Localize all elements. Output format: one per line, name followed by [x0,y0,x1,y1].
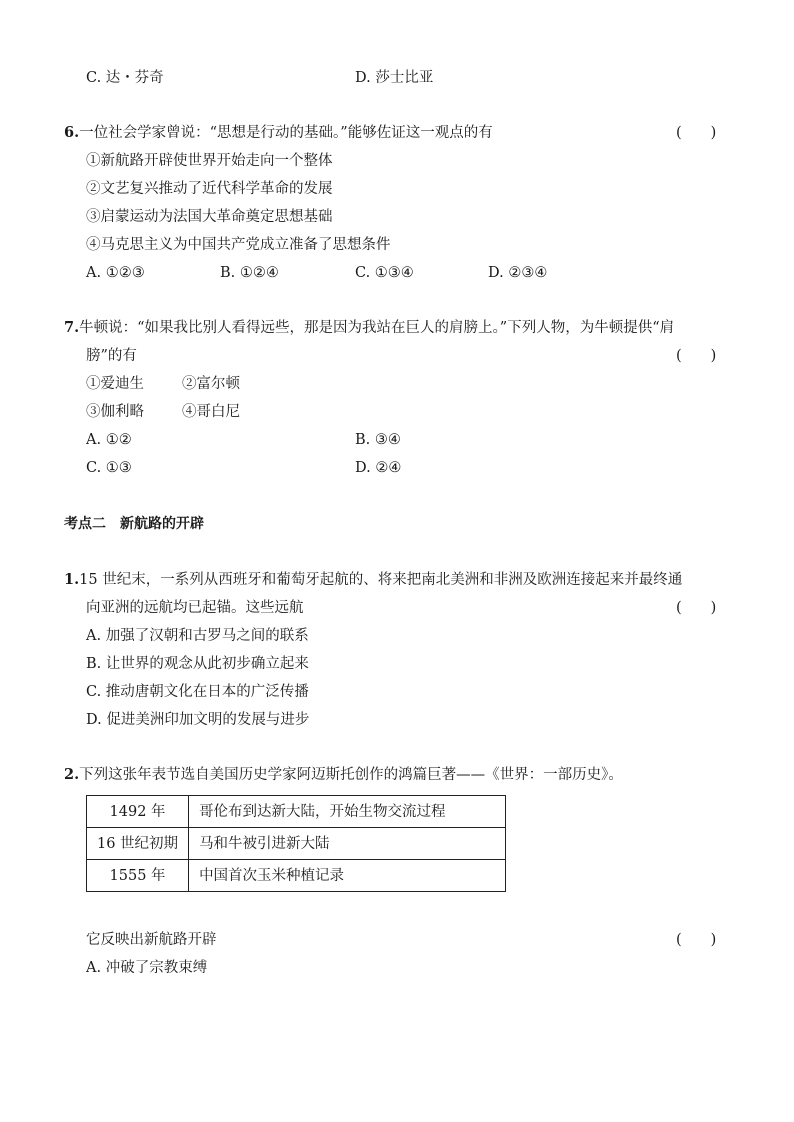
year-cell: 16 世纪初期 [87,828,189,860]
option-d: D. 促进美洲印加文明的发展与进步 [86,712,310,728]
question-number: 7. [64,319,80,336]
chronology-table [86,795,506,892]
question-text: 下列这张年表节选自美国历史学家阿迈斯托创作的鸿篇巨著——《世界：一部历史》。 [79,767,623,783]
statement-item: ④哥白尼 [182,404,240,420]
option-a: A. 加强了汉朝和古罗马之间的联系 [86,628,309,644]
answer-parentheses: ( ) [676,348,717,364]
statement-item: ④马克思主义为中国共产党成立准备了思想条件 [86,237,391,253]
question-2-stem [64,765,623,785]
option-d: D. ②④ [355,460,402,476]
section-heading: 考点二 新航路的开辟 [64,516,204,532]
option-a: A. ①②③ [86,265,145,281]
option-c: C. ①③④ [355,265,414,281]
question-number: 2. [64,766,80,783]
statement-item: ①爱迪生 [86,376,144,392]
table-row [87,860,506,892]
option-c: C. ①③ [86,460,132,476]
question-7-stem [64,318,674,338]
statement-item: ③启蒙运动为法国大革命奠定思想基础 [86,209,333,225]
question-text: 牛顿说：“如果我比别人看得远些，那是因为我站在巨人的肩膀上。”下列人物，为牛顿提供“肩 [79,320,675,336]
answer-parentheses: ( ) [676,932,717,948]
question-text: 15 世纪末，一系列从西班牙和葡萄牙起航的、将来把南北美洲和非洲及欧洲连接起来并最终通 [79,572,683,588]
year-cell: 1492 年 [87,796,189,828]
event-cell: 马和牛被引进新大陆 [189,828,506,860]
statement-item: ②富尔顿 [182,376,240,392]
question-number: 6. [64,124,80,141]
question-number: 1. [64,571,80,588]
table-row [87,796,506,828]
answer-parentheses: ( ) [676,600,717,616]
question-text: 一位社会学家曾说：“思想是行动的基础。”能够佐证这一观点的有 [79,125,493,141]
option-b: B. 让世界的观念从此初步确立起来 [86,656,309,672]
option-d: D. 莎士比亚 [355,70,434,86]
option-c: C. 达・芬奇 [86,70,164,86]
year-cell: 1555 年 [87,860,189,892]
statement-item: ②文艺复兴推动了近代科学革命的发展 [86,181,333,197]
question-6-stem [64,123,493,143]
answer-parentheses: ( ) [676,125,717,141]
question-text-continued: 向亚洲的远航均已起锚。这些远航 [86,600,304,616]
option-d: D. ②③④ [488,265,548,281]
event-cell: 哥伦布到达新大陆，开始生物交流过程 [189,796,506,828]
option-a: A. ①② [86,432,132,448]
statement-item: ①新航路开辟使世界开始走向一个整体 [86,153,333,169]
event-cell: 中国首次玉米种植记录 [189,860,506,892]
option-a: A. 冲破了宗教束缚 [86,960,208,976]
table-row [87,828,506,860]
statement-item: ③伽利略 [86,404,144,420]
question-text-continued: 膀”的有 [86,348,137,364]
option-b: B. ③④ [355,432,401,448]
question-follow-text: 它反映出新航路开辟 [86,932,217,948]
option-b: B. ①②④ [220,265,279,281]
option-c: C. 推动唐朝文化在日本的广泛传播 [86,684,309,700]
question-1-stem [64,570,682,590]
